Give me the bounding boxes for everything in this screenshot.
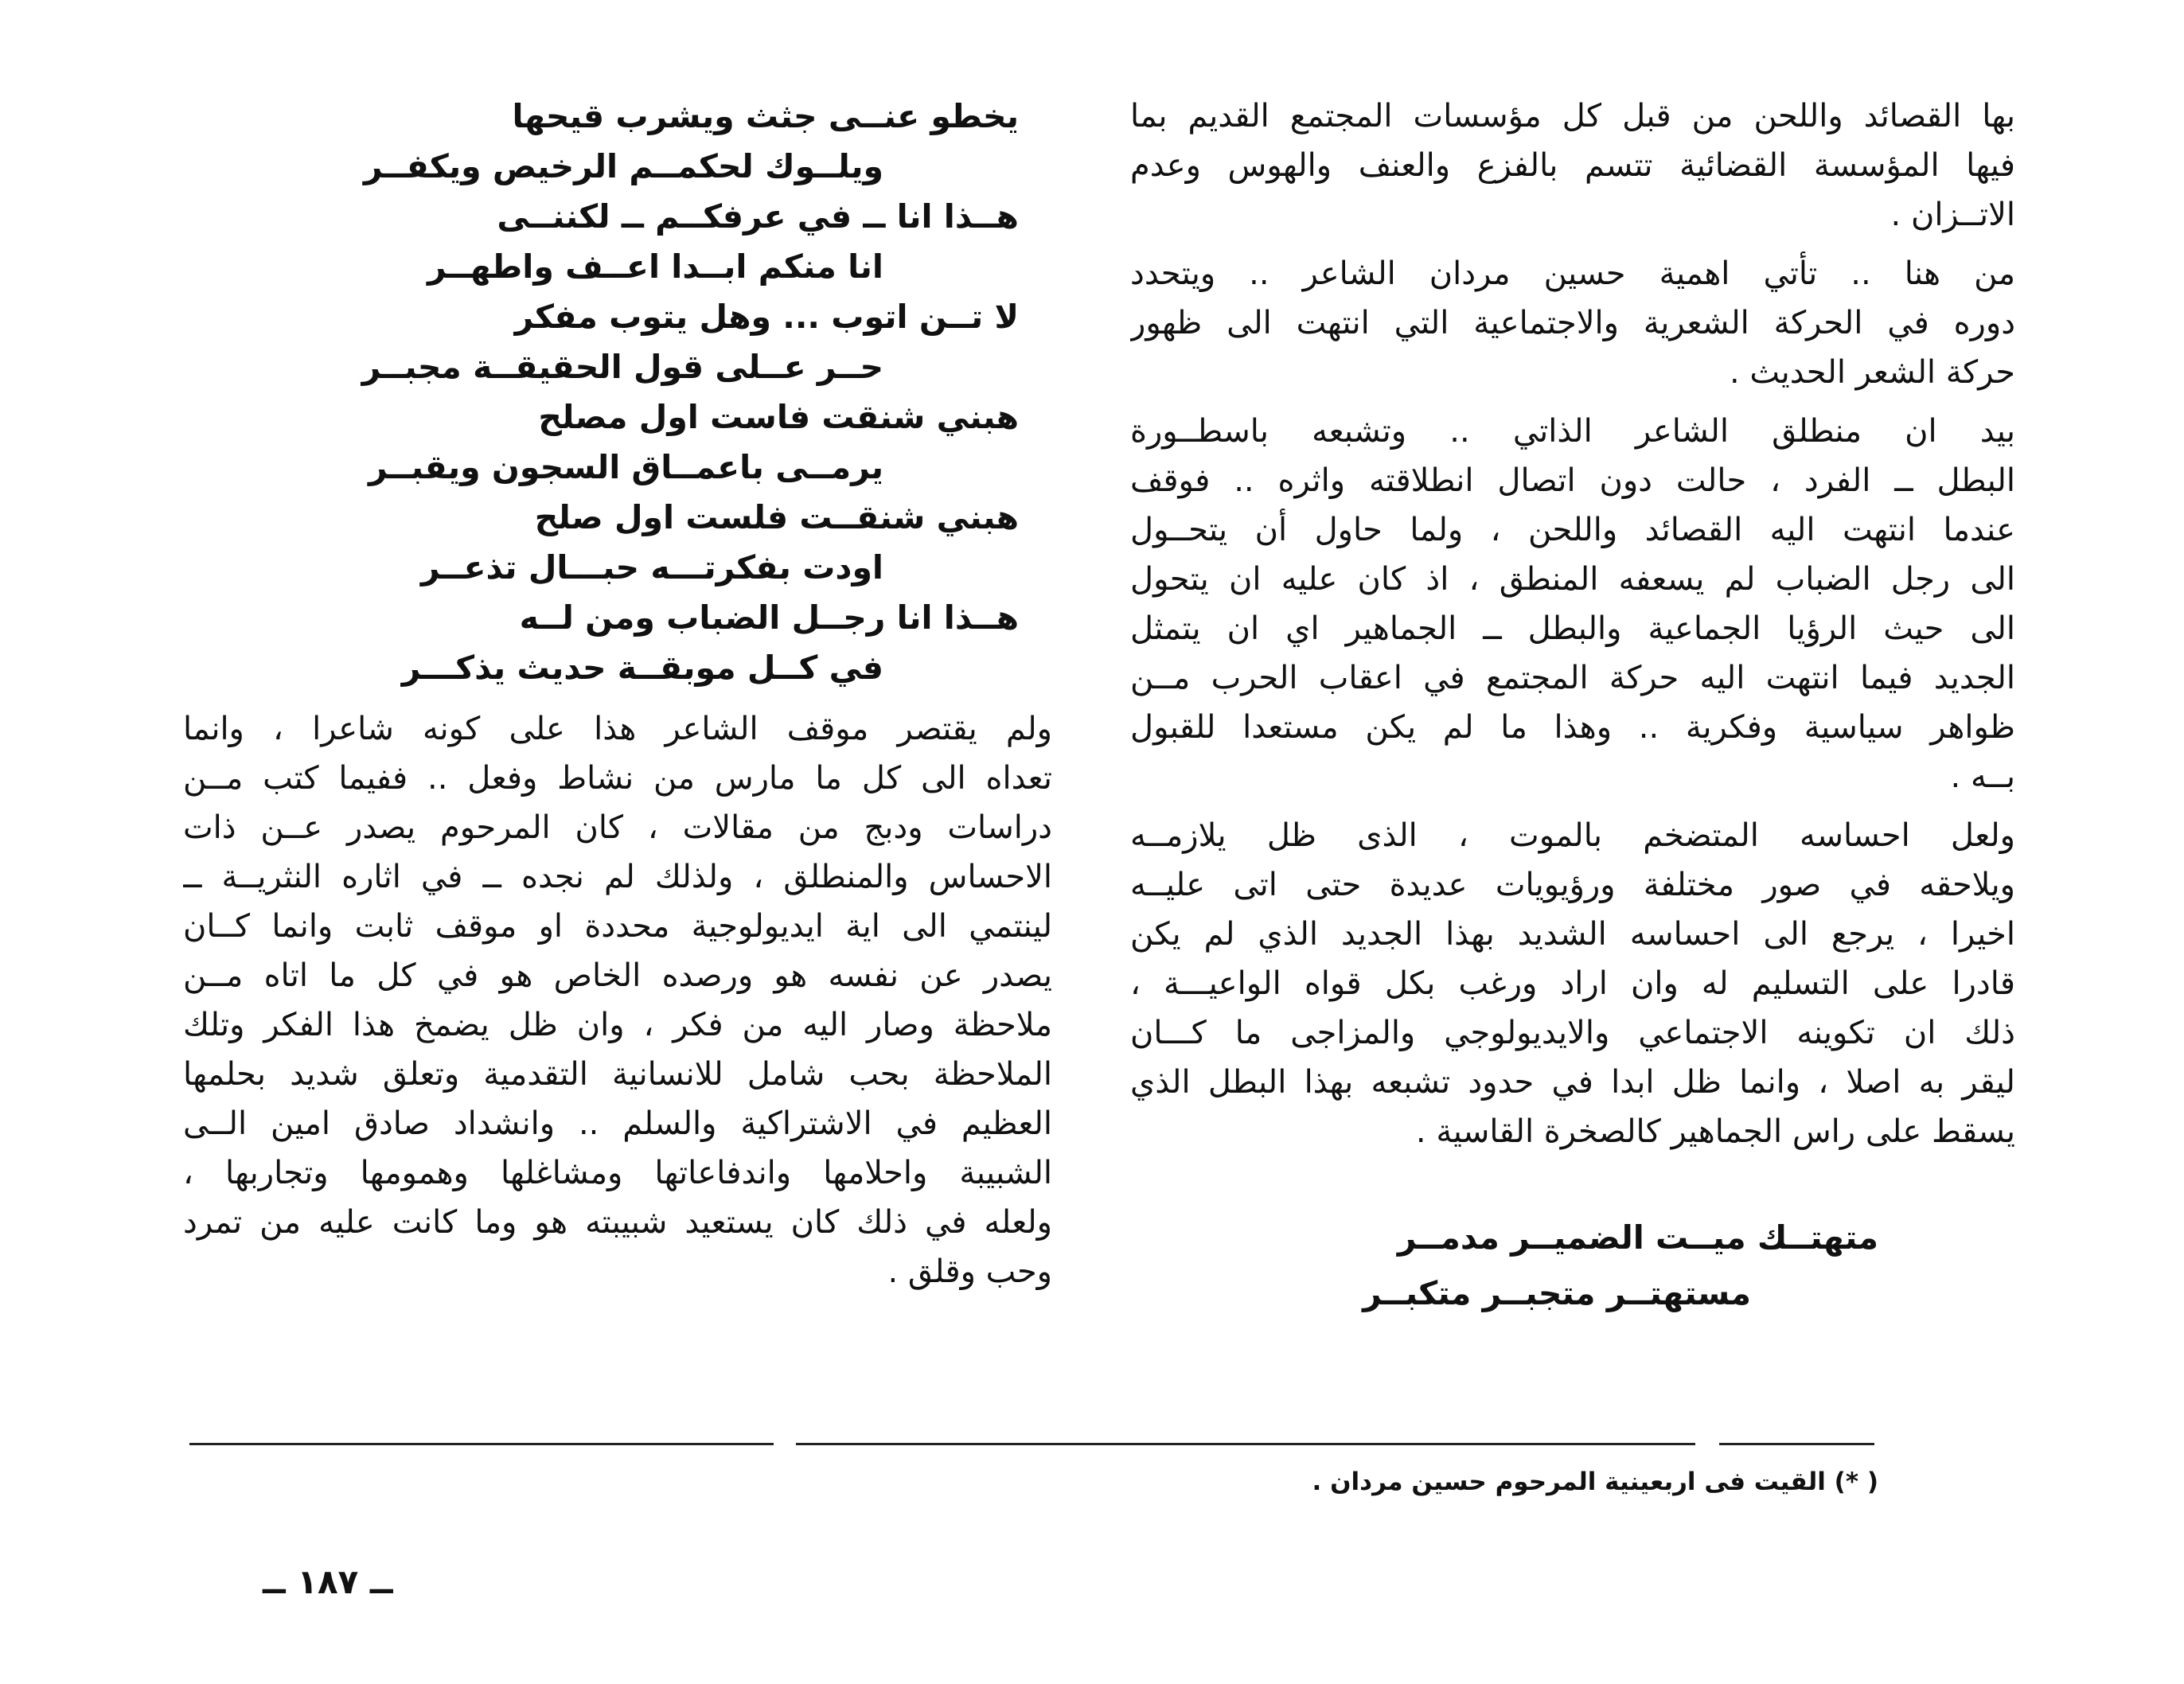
left-column [183,704,1052,1296]
text-line: وحب وقلق . [887,1253,1052,1290]
text-line: ليقر به اصلا ، وانما ظل ابدا في حدود تشبعه بهذا البطل الذي [1130,1064,2015,1101]
text-line: ولعله في ذلك كان يستعيد شبيبته هو وما كانت عليه من تمرد [183,1204,1052,1241]
text-line: ملاحظة وصار اليه من فكر ، وان ظل يضمخ هذا الفكر وتلك [183,1007,1052,1043]
paragraph [183,704,1052,1296]
text-line: الى رجل الضباب لم يسعفه المنطق ، اذ كان عليه ان يتحول [1130,561,2015,598]
text-line: الجديد فيما انتهت اليه حركة المجتمع في اعقاب الحرب مــن [1130,660,2015,696]
text-line: بها القصائد واللحن من قبل كل مؤسسات المجتمع القديم بما [1130,98,2015,134]
text-line: ولعل احساسه المتضخم بالموت ، الذى ظل يلازمــه [1130,817,2015,854]
text-line: الملاحظة بحب شامل للانسانية التقدمية وتعلق شديد بحلمها [183,1056,1052,1093]
text-line: بيد ان منطلق الشاعر الذاتي .. وتشبعه باسطــورة [1130,413,2015,450]
poem-line: يرمــى باعمــاق السجون ويقبــر [368,448,883,486]
text-line: ظواهر سياسية وفكرية .. وهذا ما لم يكن مستعدا للقبول [1130,709,2015,746]
footnote-rule [796,1443,1695,1445]
poem-line: انا منكم ابــدا اعــف واطهــر [427,248,883,286]
text-line: عندما انتهت اليه القصائد واللحن ، ولما حاول أن يتحــول [1130,512,2015,548]
text-line: دوره في الحركة الشعرية والاجتماعية التي انتهت الى ظهور [1130,305,2015,341]
poem-line: ويلــوك لحكمــم الرخيص ويكفــر [363,147,883,185]
paragraph [1130,249,2015,397]
text-line: اخيرا ، يرجع الى احساسه الشديد بهذا الجديد الذي لم يكن [1130,916,2015,953]
text-line: ولم يقتصر موقف الشاعر هذا على كونه شاعرا ، وانما [183,711,1052,747]
text-line: ذلك ان تكوينه الاجتماعي والايديولوجي والمزاجى ما كـــان [1130,1015,2015,1051]
verse-line: متهتــك ميــت الضميــر مدمــر [1397,1218,1878,1257]
text-line: دراسات ودبج من مقالات ، كان المرحوم يصدر عــن ذات [183,809,1052,846]
page-number: ــ ١٨٧ ــ [263,1562,393,1601]
text-line: حركة الشعر الحديث . [1729,354,2015,391]
text-line: العظيم في الاشتراكية والسلم .. وانشداد صادق امين الــى [183,1105,1052,1142]
poem-line: حــر عــلى قول الحقيقــة مجبــر [361,348,883,386]
text-line: يصدر عن نفسه هو ورصده الخاص هو في كل ما اتاه مــن [183,957,1052,994]
closing-verse [1305,1210,1878,1321]
poem-line: يخطو عنــى جثث ويشرب قيحها [512,97,1019,135]
poem-line: هبني شنقت فاست اول مصلح [538,398,1019,436]
text-line: ويلاحقه في صور مختلفة ورؤيويات عديدة حتى اتى عليــه [1130,867,2015,903]
footnote: ( *) القيت فى اربعينية المرحوم حسين مردان . [1312,1468,1878,1496]
text-line: من هنا .. تأتي اهمية حسين مردان الشاعر .. ويتحدد [1130,255,2015,292]
text-line: الى حيث الرؤيا الجماعية والبطل ــ الجماهير اي ان يتمثل [1130,610,2015,647]
footnote-rule [189,1443,774,1445]
poem-line: هــذا انا ــ في عرفكــم ــ لكننــى [497,197,1019,236]
text-line: لينتمي الى اية ايديولوجية محددة او موقف ثابت وانما كــان [183,908,1052,945]
paragraph [1130,92,2015,240]
text-line: البطل ــ الفرد ، حالت دون اتصال انطلاقته واثره .. فوقف [1130,462,2015,499]
paragraph [1130,407,2015,801]
verse-line: مستهتــر متجبــر متكبــر [1363,1274,1751,1312]
poem-line: هــذا انا رجــل الضباب ومن لــه [519,598,1019,637]
text-line: الشبيبة واحلامها واندفاعاتها ومشاغلها وهمومها وتجاربها ، [183,1155,1052,1191]
text-line: يسقط على راس الجماهير كالصخرة القاسية . [1415,1113,2015,1150]
text-line: الاتــزان . [1890,197,2015,233]
footnote-rule [1719,1443,1874,1445]
poem-line: اودت بفكرتـــه حبـــال تذعــر [420,548,883,587]
poem-line: هبني شنقــت فلست اول صلح [534,498,1019,536]
poem-line: في كــل موبقــة حديث يذكـــر [401,649,883,687]
poem [318,92,1019,693]
text-line: فيها المؤسسة القضائية تتسم بالفزع والعنف والهوس وعدم [1130,147,2015,184]
paragraph [1130,811,2015,1156]
text-line: بــه . [1950,758,2015,795]
text-line: الاحساس والمنطلق ، ولذلك لم نجده ــ في اثاره النثريــة ــ [183,859,1052,895]
text-line: تعداه الى كل ما مارس من نشاط وفعل .. ففيما كتب مــن [183,760,1052,797]
right-column [1130,92,2015,1156]
poem-line: لا تــن اتوب ... وهل يتوب مفكر [514,298,1019,336]
text-line: قادرا على التسليم له وان اراد ورغب بكل قواه الواعيـــة ، [1130,965,2015,1002]
